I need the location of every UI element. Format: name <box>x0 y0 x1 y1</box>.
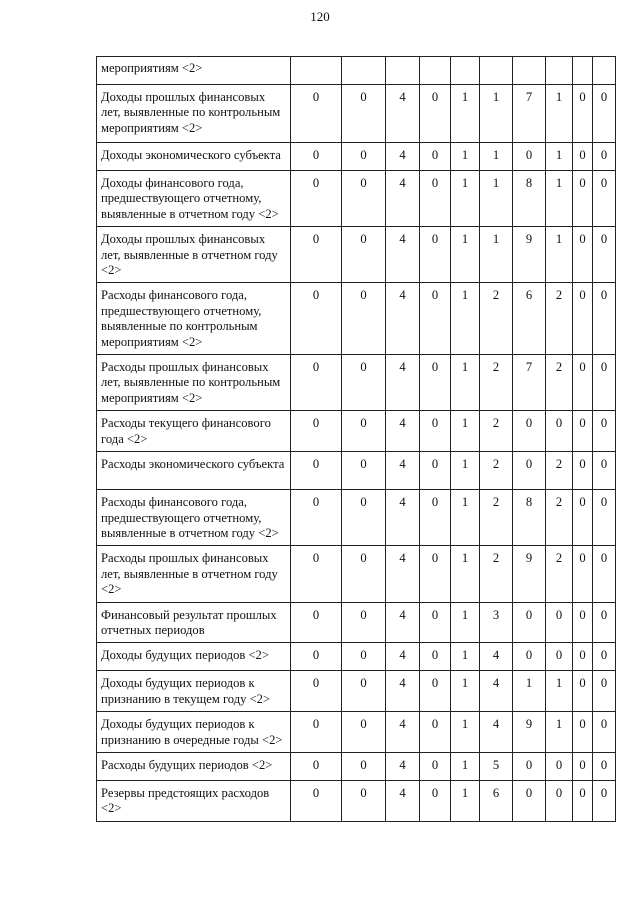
row-label: Доходы будущих периодов к признанию в текущем году <2> <box>97 671 291 712</box>
code-digit-cell: 1 <box>480 85 513 143</box>
code-digit-cell: 0 <box>420 355 451 411</box>
code-digit-cell: 1 <box>451 355 480 411</box>
code-digit-cell: 0 <box>513 602 546 643</box>
table-row <box>97 85 616 143</box>
code-digit-cell: 1 <box>451 752 480 780</box>
code-digit-cell: 0 <box>342 85 386 143</box>
code-digit-cell: 1 <box>546 143 573 171</box>
table-row <box>97 671 616 712</box>
row-label: Расходы прошлых финансовых лет, выявленные в отчетном году <2> <box>97 546 291 602</box>
table-row <box>97 643 616 671</box>
code-digit-cell: 0 <box>420 546 451 602</box>
code-digit-cell: 0 <box>342 452 386 490</box>
code-digit-cell: 0 <box>291 355 342 411</box>
table-row <box>97 283 616 355</box>
code-digit-cell: 1 <box>546 227 573 283</box>
code-digit-cell <box>513 57 546 85</box>
row-label: Доходы экономического субъекта <box>97 143 291 171</box>
code-digit-cell: 0 <box>420 411 451 452</box>
code-digit-cell: 0 <box>593 85 616 143</box>
code-digit-cell: 0 <box>342 227 386 283</box>
code-digit-cell: 1 <box>546 671 573 712</box>
code-digit-cell: 9 <box>513 227 546 283</box>
code-digit-cell: 0 <box>593 712 616 753</box>
code-digit-cell: 8 <box>513 171 546 227</box>
row-label: Расходы прошлых финансовых лет, выявленные по контрольным мероприятиям <2> <box>97 355 291 411</box>
table-row <box>97 546 616 602</box>
code-digit-cell: 1 <box>451 602 480 643</box>
table-row <box>97 227 616 283</box>
code-digit-cell: 1 <box>451 452 480 490</box>
code-digit-cell: 0 <box>573 411 593 452</box>
code-digit-cell: 0 <box>573 780 593 821</box>
code-digit-cell: 1 <box>451 490 480 546</box>
row-label: Доходы прошлых финансовых лет, выявленные в отчетном году <2> <box>97 227 291 283</box>
code-digit-cell: 0 <box>573 671 593 712</box>
code-digit-cell <box>546 57 573 85</box>
code-digit-cell: 0 <box>573 712 593 753</box>
code-digit-cell: 0 <box>291 227 342 283</box>
code-digit-cell: 0 <box>342 355 386 411</box>
code-digit-cell: 1 <box>451 411 480 452</box>
code-digit-cell: 1 <box>546 85 573 143</box>
code-digit-cell: 0 <box>291 780 342 821</box>
code-digit-cell: 5 <box>480 752 513 780</box>
code-digit-cell: 0 <box>291 490 342 546</box>
code-digit-cell: 0 <box>573 283 593 355</box>
table-row <box>97 171 616 227</box>
row-label: Финансовый результат прошлых отчетных периодов <box>97 602 291 643</box>
code-digit-cell: 4 <box>480 643 513 671</box>
code-digit-cell: 0 <box>291 712 342 753</box>
row-label: Расходы финансового года, предшествующего отчетному, выявленные в отчетном году <2> <box>97 490 291 546</box>
code-digit-cell: 0 <box>342 752 386 780</box>
code-digit-cell: 2 <box>546 283 573 355</box>
code-digit-cell: 1 <box>480 171 513 227</box>
row-label: Расходы финансового года, предшествующего отчетному, выявленные по контрольным мероприятиям <2> <box>97 283 291 355</box>
code-digit-cell: 0 <box>593 411 616 452</box>
code-digit-cell: 0 <box>420 752 451 780</box>
code-digit-cell: 4 <box>386 452 420 490</box>
code-digit-cell <box>451 57 480 85</box>
code-digit-cell: 0 <box>291 411 342 452</box>
code-digit-cell: 1 <box>480 227 513 283</box>
code-digit-cell: 0 <box>513 452 546 490</box>
table-row <box>97 752 616 780</box>
code-digit-cell: 0 <box>513 143 546 171</box>
page-number: 120 <box>310 9 330 24</box>
table-row <box>97 452 616 490</box>
code-digit-cell: 0 <box>593 143 616 171</box>
code-digit-cell: 1 <box>480 143 513 171</box>
code-digit-cell: 0 <box>573 143 593 171</box>
code-digit-cell: 0 <box>420 490 451 546</box>
code-digit-cell: 2 <box>546 546 573 602</box>
code-digit-cell: 1 <box>451 283 480 355</box>
code-digit-cell: 4 <box>386 171 420 227</box>
code-digit-cell: 4 <box>386 643 420 671</box>
code-digit-cell: 4 <box>386 671 420 712</box>
code-digit-cell: 4 <box>386 712 420 753</box>
code-digit-cell: 0 <box>291 752 342 780</box>
row-label: Доходы будущих периодов <2> <box>97 643 291 671</box>
code-digit-cell: 0 <box>420 712 451 753</box>
code-digit-cell: 2 <box>546 490 573 546</box>
code-digit-cell: 4 <box>386 490 420 546</box>
code-digit-cell: 0 <box>291 283 342 355</box>
code-digit-cell: 4 <box>386 227 420 283</box>
code-digit-cell: 0 <box>546 602 573 643</box>
code-digit-cell: 0 <box>420 171 451 227</box>
code-digit-cell: 0 <box>291 643 342 671</box>
code-digit-cell: 2 <box>480 355 513 411</box>
code-digit-cell: 0 <box>342 546 386 602</box>
code-digit-cell: 4 <box>386 283 420 355</box>
code-digit-cell: 1 <box>451 171 480 227</box>
code-digit-cell: 7 <box>513 355 546 411</box>
code-digit-cell: 0 <box>342 643 386 671</box>
code-digit-cell <box>420 57 451 85</box>
code-digit-cell: 2 <box>480 452 513 490</box>
row-label: Расходы экономического субъекта <box>97 452 291 490</box>
code-digit-cell: 2 <box>480 490 513 546</box>
code-digit-cell: 0 <box>513 643 546 671</box>
code-digit-cell: 7 <box>513 85 546 143</box>
code-digit-cell: 1 <box>546 712 573 753</box>
row-label: Доходы прошлых финансовых лет, выявленные по контрольным мероприятиям <2> <box>97 85 291 143</box>
row-label: Расходы текущего финансового года <2> <box>97 411 291 452</box>
row-label: Доходы финансового года, предшествующего отчетному, выявленные в отчетном году <2> <box>97 171 291 227</box>
code-digit-cell <box>291 57 342 85</box>
code-digit-cell: 1 <box>451 227 480 283</box>
code-digit-cell: 2 <box>546 452 573 490</box>
code-digit-cell <box>480 57 513 85</box>
code-digit-cell: 0 <box>420 780 451 821</box>
code-digit-cell: 0 <box>573 546 593 602</box>
code-digit-cell: 0 <box>291 546 342 602</box>
code-digit-cell: 0 <box>593 283 616 355</box>
code-digit-cell: 0 <box>546 780 573 821</box>
code-digit-cell: 0 <box>593 671 616 712</box>
code-digit-cell: 0 <box>593 602 616 643</box>
code-digit-cell: 0 <box>291 602 342 643</box>
code-digit-cell: 0 <box>291 143 342 171</box>
code-digit-cell: 0 <box>573 171 593 227</box>
code-digit-cell: 0 <box>342 283 386 355</box>
code-digit-cell: 0 <box>291 85 342 143</box>
code-digit-cell: 2 <box>546 355 573 411</box>
code-digit-cell: 0 <box>593 752 616 780</box>
code-digit-cell: 9 <box>513 546 546 602</box>
code-digit-cell: 0 <box>573 452 593 490</box>
code-digit-cell: 0 <box>291 171 342 227</box>
code-digit-cell: 0 <box>593 452 616 490</box>
code-digit-cell: 0 <box>420 143 451 171</box>
row-label: Резервы предстоящих расходов <2> <box>97 780 291 821</box>
code-digit-cell: 0 <box>342 602 386 643</box>
code-digit-cell: 0 <box>420 643 451 671</box>
code-digit-cell: 1 <box>451 546 480 602</box>
code-digit-cell: 0 <box>291 671 342 712</box>
account-codes-table <box>96 56 616 822</box>
code-digit-cell: 4 <box>480 712 513 753</box>
code-digit-cell: 4 <box>386 780 420 821</box>
table-row <box>97 602 616 643</box>
code-digit-cell: 4 <box>386 602 420 643</box>
code-digit-cell: 0 <box>342 671 386 712</box>
table-row <box>97 712 616 753</box>
code-digit-cell: 0 <box>546 752 573 780</box>
code-digit-cell: 0 <box>513 411 546 452</box>
code-digit-cell: 0 <box>573 227 593 283</box>
code-digit-cell: 0 <box>420 671 451 712</box>
code-digit-cell: 0 <box>593 227 616 283</box>
code-digit-cell: 0 <box>573 490 593 546</box>
code-digit-cell: 2 <box>480 546 513 602</box>
code-digit-cell: 1 <box>451 143 480 171</box>
code-digit-cell: 4 <box>386 752 420 780</box>
code-digit-cell: 0 <box>593 171 616 227</box>
table-row <box>97 57 616 85</box>
code-digit-cell: 4 <box>386 411 420 452</box>
code-digit-cell: 8 <box>513 490 546 546</box>
code-digit-cell: 0 <box>573 752 593 780</box>
code-digit-cell: 0 <box>420 85 451 143</box>
code-digit-cell: 1 <box>451 671 480 712</box>
code-digit-cell <box>386 57 420 85</box>
code-digit-cell: 0 <box>573 643 593 671</box>
code-digit-cell: 0 <box>342 171 386 227</box>
code-digit-cell <box>593 57 616 85</box>
code-digit-cell: 0 <box>573 355 593 411</box>
row-label: Доходы будущих периодов к признанию в очередные годы <2> <box>97 712 291 753</box>
code-digit-cell: 1 <box>451 643 480 671</box>
row-label: Расходы будущих периодов <2> <box>97 752 291 780</box>
table-row <box>97 411 616 452</box>
code-digit-cell: 4 <box>480 671 513 712</box>
table-row <box>97 490 616 546</box>
code-digit-cell: 4 <box>386 355 420 411</box>
code-digit-cell: 1 <box>451 712 480 753</box>
code-digit-cell: 0 <box>420 602 451 643</box>
table-row <box>97 355 616 411</box>
code-digit-cell: 0 <box>342 490 386 546</box>
row-label: мероприятиям <2> <box>97 57 291 85</box>
code-digit-cell: 0 <box>593 546 616 602</box>
code-digit-cell: 2 <box>480 283 513 355</box>
code-digit-cell: 4 <box>386 546 420 602</box>
code-digit-cell: 3 <box>480 602 513 643</box>
code-digit-cell: 0 <box>546 411 573 452</box>
code-digit-cell: 0 <box>420 227 451 283</box>
code-digit-cell: 0 <box>420 283 451 355</box>
code-digit-cell: 0 <box>342 780 386 821</box>
code-digit-cell: 0 <box>573 602 593 643</box>
code-digit-cell: 2 <box>480 411 513 452</box>
code-digit-cell: 9 <box>513 712 546 753</box>
code-digit-cell: 0 <box>342 712 386 753</box>
code-digit-cell: 0 <box>546 643 573 671</box>
code-digit-cell: 0 <box>513 752 546 780</box>
code-digit-cell: 0 <box>342 143 386 171</box>
code-digit-cell: 1 <box>451 780 480 821</box>
code-digit-cell: 4 <box>386 85 420 143</box>
code-digit-cell: 0 <box>420 452 451 490</box>
code-digit-cell: 0 <box>342 411 386 452</box>
code-digit-cell: 0 <box>573 85 593 143</box>
code-digit-cell: 0 <box>593 355 616 411</box>
code-digit-cell: 1 <box>451 85 480 143</box>
code-digit-cell: 0 <box>593 780 616 821</box>
code-digit-cell: 0 <box>593 490 616 546</box>
code-digit-cell: 0 <box>593 643 616 671</box>
table-row <box>97 780 616 821</box>
code-digit-cell: 6 <box>513 283 546 355</box>
code-digit-cell: 0 <box>291 452 342 490</box>
code-digit-cell: 1 <box>546 171 573 227</box>
code-digit-cell: 4 <box>386 143 420 171</box>
code-digit-cell: 1 <box>513 671 546 712</box>
table-row <box>97 143 616 171</box>
code-digit-cell: 6 <box>480 780 513 821</box>
code-digit-cell: 0 <box>513 780 546 821</box>
code-digit-cell <box>342 57 386 85</box>
code-digit-cell <box>573 57 593 85</box>
